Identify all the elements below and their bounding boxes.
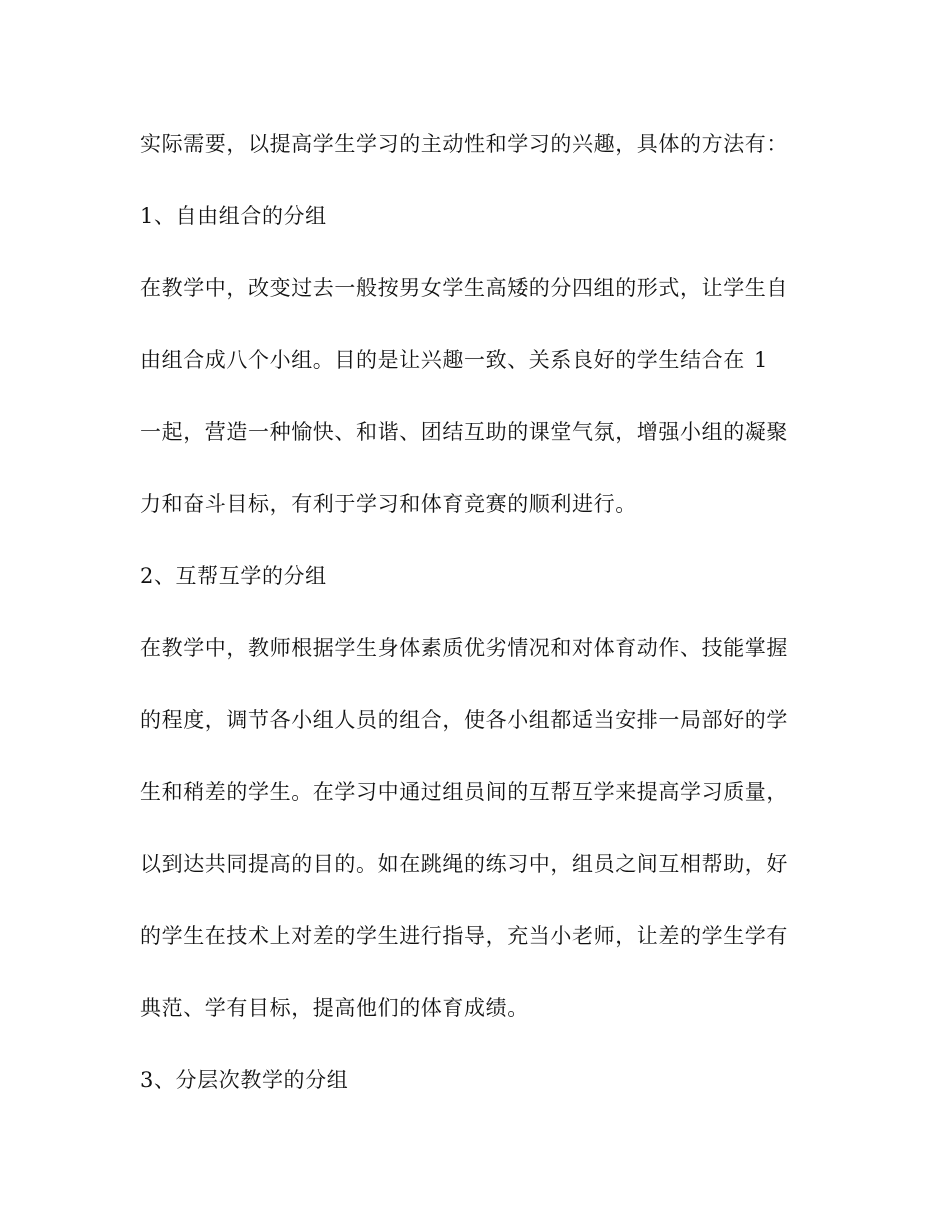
page-number: 1: [754, 348, 768, 372]
section-heading-1: 1、自由组合的分组: [140, 204, 327, 228]
text-line-11: 以到达共同提高的目的。如在跳绳的练习中，组员之间互相帮助，好: [140, 852, 788, 876]
text-line-3: 在教学中，改变过去一般按男女学生高矮的分四组的形式，让学生自: [140, 276, 788, 300]
text-line-13: 典范、学有目标，提高他们的体育成绩。: [140, 996, 529, 1020]
text-line-8: 在教学中，教师根据学生身体素质优劣情况和对体育动作、技能掌握: [140, 636, 788, 660]
text-line-4: 由组合成八个小组。目的是让兴趣一致、关系良好的学生结合在: [140, 348, 745, 372]
section-heading-2: 2、互帮互学的分组: [140, 564, 327, 588]
text-line-10: 生和稍差的学生。在学习中通过组员间的互帮互学来提高学习质量，: [140, 780, 788, 804]
text-line-6: 力和奋斗目标，有利于学习和体育竞赛的顺利进行。: [140, 492, 637, 516]
text-line-5: 一起，营造一种愉快、和谐、团结互助的课堂气氛，增强小组的凝聚: [140, 420, 788, 444]
text-line-9: 的程度，调节各小组人员的组合，使各小组都适当安排一局部好的学: [140, 708, 788, 732]
section-heading-3: 3、分层次教学的分组: [140, 1068, 349, 1092]
text-line-1: 实际需要，以提高学生学习的主动性和学习的兴趣，具体的方法有：: [140, 132, 788, 156]
text-line-12: 的学生在技术上对差的学生进行指导，充当小老师，让差的学生学有: [140, 924, 788, 948]
